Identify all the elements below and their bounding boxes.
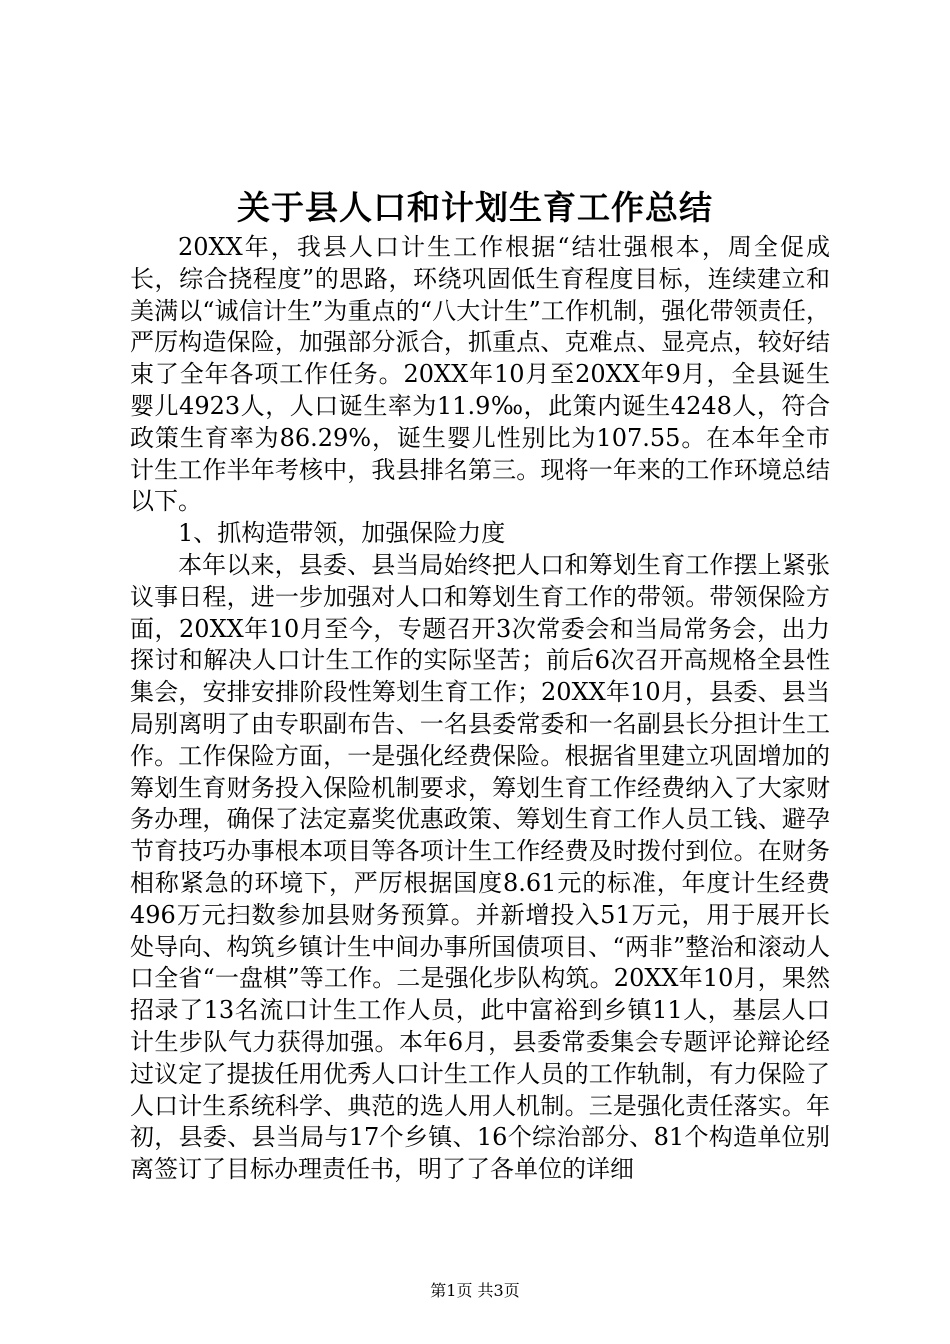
section-paragraph: 本年以来，县委、县当局始终把人口和筹划生育工作摆上紧张议事日程，进一步加强对人口和筹划生育工作的带领。带领保险方面，20XX年10月至今，专题召开3次常委会和当局常务会，出力探讨和解决人口计生工作的实际坚苦；前后6次召开高规格全县性集会，安排安排阶段性筹划生育工作；20XX年10月，县委、县当局别离明了由专职副布告、一名县委常委和一名副县长分担计生工作。工作保险方面，一是强化经费保险。根据省里建立巩固增加的筹划生育财务投入保险机制要求，筹划生育工作经费纳入了大家财务办理，确保了法定嘉奖优惠政策、筹划生育工作人员工钱、避孕节育技巧办事根本项目等各项计生工作经费及时拨付到位。在财务相称紧急的环境下，严厉根据国度8.61元的标准，年度计生经费496万元扫数参加县财务预算。并新增投入51万元，用于展开长处导向、构筑乡镇计生中间办事所国债项目、“两非”整治和滚动人口全省“一盘棋”等工作。二是强化步队构筑。20XX年10月，果然招录了13名流口计生工作人员，此中富裕到乡镇11人，基层人口计生步队气力获得加强。本年6月，县委常委集会专题评论辩论经过议定了提拔任用优秀人口计生工作人员的工作轨制，有力保险了人口计生系统科学、典范的选人用人机制。三是强化责任落实。年初，县委、县当局与17个乡镇、16个综治部分、81个构造单位别离签订了目标办理责任书，明了了各单位的详细 bbox=[130, 550, 830, 1184]
section-heading: 1、抓构造带领，加强保险力度 bbox=[178, 519, 506, 548]
document-body bbox=[130, 232, 830, 1186]
page-footer: 第1页 共3页 bbox=[430, 1281, 520, 1300]
document-title: 关于县人口和计划生育工作总结 bbox=[237, 188, 713, 227]
intro-paragraph: 20XX年，我县人口计生工作根据“结壮强根本，周全促成长，综合挠程度”的思路，环绕巩固低生育程度目标，连续建立和美满以“诚信计生”为重点的“八大计生”工作机制，强化带领责任，严厉构造保险，加强部分派合，抓重点、克难点、显亮点，较好结束了全年各项工作任务。20XX年10月至20XX年9月，全县诞生婴儿4923人，人口诞生率为11.9‰，此策内诞生4248人，符合政策生育率为86.29%，诞生婴儿性别比为107.55。在本年全市计生工作半年考核中，我县排名第三。现将一年来的工作环境总结以下。 bbox=[130, 233, 830, 516]
